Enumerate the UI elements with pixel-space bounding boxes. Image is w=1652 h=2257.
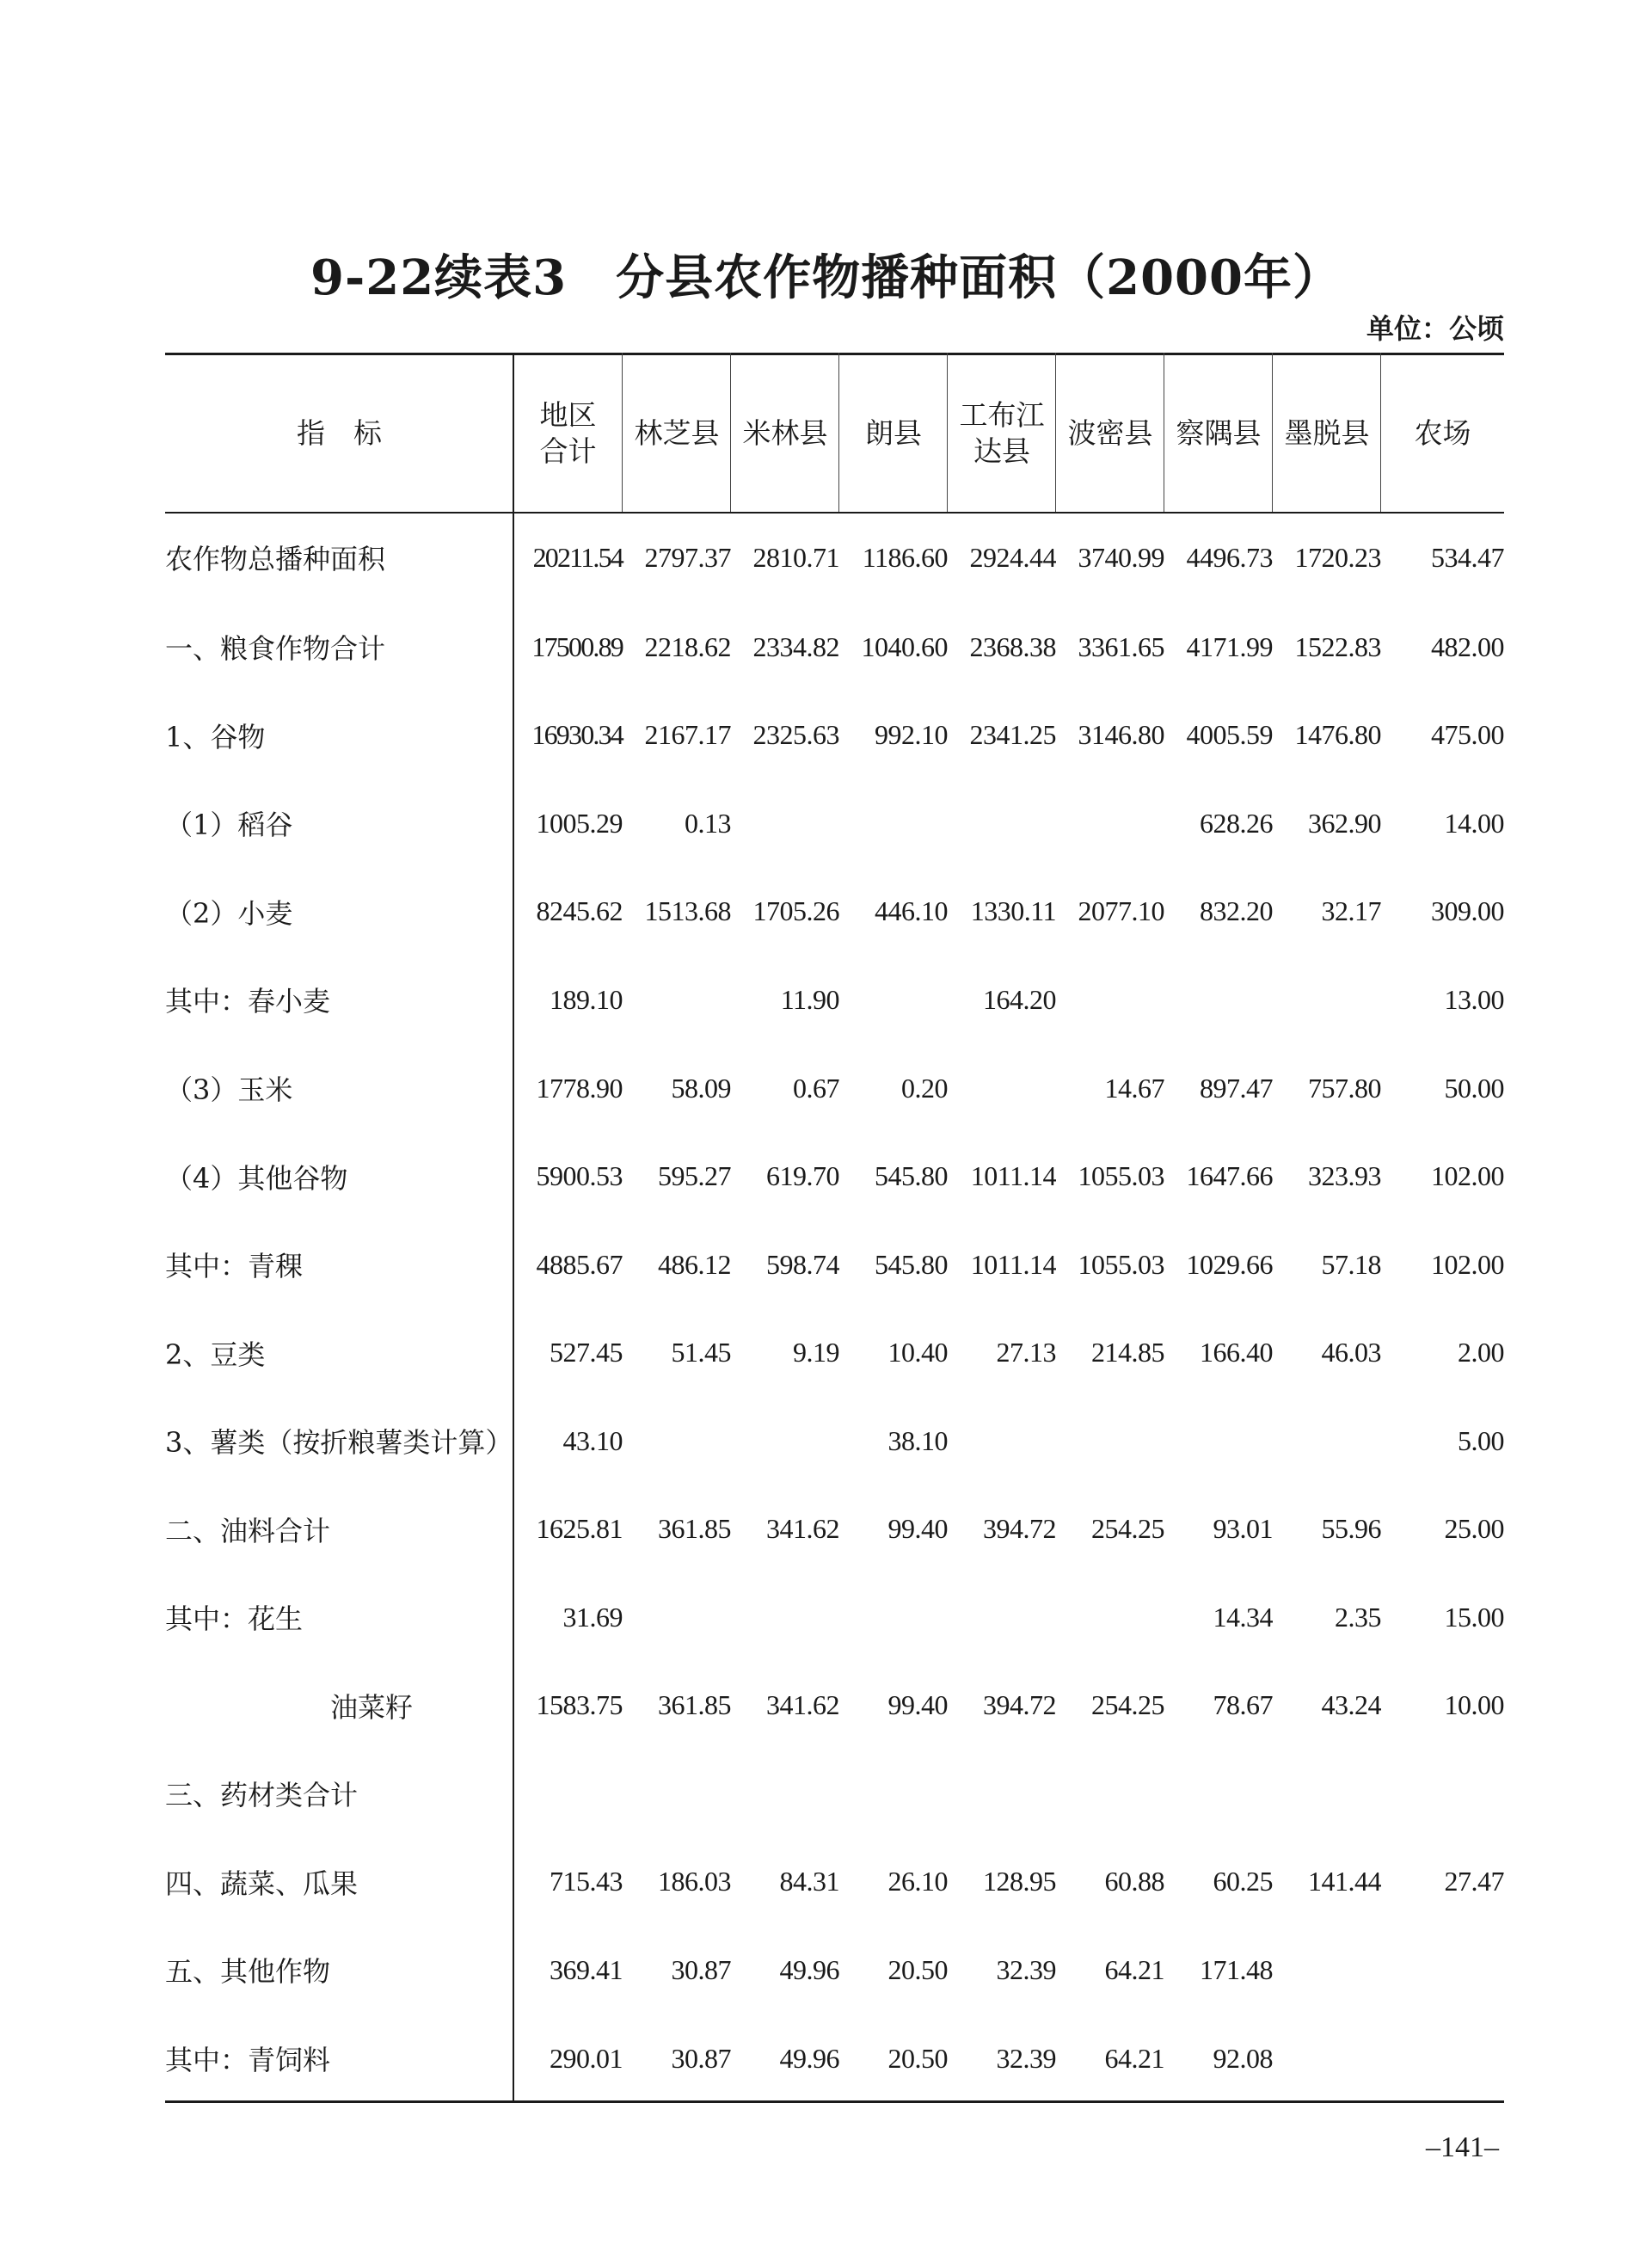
cell-value: 1476.80 xyxy=(1294,719,1381,751)
cell-value: 1583.75 xyxy=(536,1689,623,1721)
unit-label: 单位：公顷 xyxy=(1366,312,1504,345)
cell-value: 16930.34 xyxy=(531,719,623,751)
cell-value: 17500.89 xyxy=(531,630,623,662)
cell-value: 290.01 xyxy=(550,2042,623,2074)
cell-value: 57.18 xyxy=(1321,1248,1381,1280)
row-label: （4）其他谷物 xyxy=(165,1161,348,1195)
cell-value xyxy=(1164,1397,1273,1485)
cell-value xyxy=(731,779,839,868)
cell-value: 166.40 xyxy=(1200,1337,1273,1368)
cell-value: 1705.26 xyxy=(752,895,839,927)
column-header-bomi: 波密县 xyxy=(1067,415,1153,450)
cell-value: 26.10 xyxy=(887,1866,948,1897)
cell-value: 25.00 xyxy=(1444,1513,1504,1545)
row-label: 其中：春小麦 xyxy=(165,985,331,1018)
cell-value: 897.47 xyxy=(1200,1072,1273,1104)
crop-area-table xyxy=(165,354,1504,2102)
cell-value: 2924.44 xyxy=(969,541,1056,573)
cell-value xyxy=(948,1750,1056,1838)
cell-value xyxy=(948,1044,1056,1133)
table-row xyxy=(165,692,1504,780)
cell-value: 394.72 xyxy=(983,1689,1056,1721)
cell-value xyxy=(1273,1926,1381,2014)
cell-value: 49.96 xyxy=(779,1953,839,1985)
cell-value xyxy=(623,1397,731,1485)
cell-value: 323.93 xyxy=(1308,1160,1381,1192)
table-row xyxy=(165,779,1504,868)
cell-value: 475.00 xyxy=(1431,719,1504,751)
cell-value: 341.62 xyxy=(766,1689,839,1721)
cell-value: 1040.60 xyxy=(861,630,948,662)
cell-value xyxy=(839,779,948,868)
cell-value xyxy=(623,1750,731,1838)
row-label: 其中：青稞 xyxy=(165,1250,304,1283)
cell-value: 214.85 xyxy=(1091,1337,1164,1368)
cell-value: 2.35 xyxy=(1335,1601,1381,1633)
column-header-nang: 朗县 xyxy=(865,415,922,450)
row-label: 3、薯类（按折粮薯类计算） xyxy=(165,1426,513,1460)
cell-value: 30.87 xyxy=(671,1953,731,1985)
cell-value: 3146.80 xyxy=(1078,719,1164,751)
cell-value xyxy=(1273,2014,1381,2103)
cell-value: 619.70 xyxy=(766,1160,839,1192)
column-header-region-total: 地区 合计 xyxy=(539,397,597,468)
table-row xyxy=(165,603,1504,692)
cell-value: 51.45 xyxy=(671,1337,731,1368)
table-row xyxy=(165,1750,1504,1838)
cell-value xyxy=(1056,956,1164,1044)
cell-value: 4496.73 xyxy=(1186,541,1273,573)
cell-value: 99.40 xyxy=(887,1689,948,1721)
row-label: 其中：青饲料 xyxy=(165,2044,331,2077)
cell-value: 1186.60 xyxy=(862,541,948,573)
cell-value: 1011.14 xyxy=(970,1160,1056,1192)
cell-value: 14.34 xyxy=(1213,1601,1273,1633)
cell-value: 992.10 xyxy=(875,719,948,751)
table-row xyxy=(165,868,1504,956)
cell-value: 5.00 xyxy=(1458,1424,1504,1456)
cell-value: 11.90 xyxy=(780,983,839,1015)
column-header-mainling: 米林县 xyxy=(742,415,828,450)
cell-value: 2218.62 xyxy=(644,630,731,662)
cell-value xyxy=(1164,956,1273,1044)
cell-value: 43.24 xyxy=(1321,1689,1381,1721)
cell-value: 0.67 xyxy=(793,1072,839,1104)
row-label: （3）玉米 xyxy=(165,1073,293,1106)
cell-value xyxy=(1381,1750,1504,1838)
column-header-nyingchi: 林芝县 xyxy=(634,415,720,450)
cell-value: 60.88 xyxy=(1104,1866,1164,1897)
cell-value: 58.09 xyxy=(671,1072,731,1104)
cell-value xyxy=(1273,1397,1381,1485)
cell-value: 486.12 xyxy=(658,1248,731,1280)
cell-value xyxy=(513,1750,623,1838)
cell-value xyxy=(948,1573,1056,1662)
column-header-medog: 墨脱县 xyxy=(1284,415,1370,450)
cell-value: 43.10 xyxy=(562,1424,623,1456)
table-row xyxy=(165,1662,1504,1750)
cell-value: 1625.81 xyxy=(536,1513,623,1545)
cell-value: 757.80 xyxy=(1308,1072,1381,1104)
table-row xyxy=(165,2014,1504,2103)
cell-value: 0.20 xyxy=(901,1072,948,1104)
column-header-gongbo-gyamda: 工布江 达县 xyxy=(959,397,1045,468)
cell-value xyxy=(1381,1926,1504,2014)
cell-value: 2167.17 xyxy=(644,719,731,751)
cell-value: 32.39 xyxy=(996,2042,1056,2074)
table-row xyxy=(165,1397,1504,1485)
cell-value: 361.85 xyxy=(658,1513,731,1545)
row-label: 二、油料合计 xyxy=(165,1514,331,1547)
cell-value: 2810.71 xyxy=(752,541,839,573)
table-row xyxy=(165,1926,1504,2014)
row-label: 其中：花生 xyxy=(165,1602,304,1636)
row-label: 1、谷物 xyxy=(165,720,266,753)
cell-value: 309.00 xyxy=(1431,895,1504,927)
row-label: 2、豆类 xyxy=(165,1338,266,1371)
cell-value: 446.10 xyxy=(875,895,948,927)
cell-value: 362.90 xyxy=(1308,807,1381,839)
cell-value: 832.20 xyxy=(1200,895,1273,927)
cell-value: 32.39 xyxy=(996,1953,1056,1985)
cell-value: 1055.03 xyxy=(1078,1248,1164,1280)
page-number: –141– xyxy=(1426,2131,1499,2163)
cell-value: 598.74 xyxy=(766,1248,839,1280)
cell-value: 2325.63 xyxy=(752,719,839,751)
cell-value xyxy=(1056,1750,1164,1838)
cell-value: 64.21 xyxy=(1104,2042,1164,2074)
column-header-indicator: 指 标 xyxy=(297,415,382,450)
cell-value: 164.20 xyxy=(983,983,1056,1015)
cell-value: 1005.29 xyxy=(536,807,623,839)
table-row xyxy=(165,1044,1504,1133)
column-header-farm: 农场 xyxy=(1414,415,1471,450)
row-label: 三、药材类合计 xyxy=(165,1779,359,1812)
cell-value: 32.17 xyxy=(1321,895,1381,927)
row-label: 五、其他作物 xyxy=(165,1955,331,1989)
cell-value: 2341.25 xyxy=(969,719,1056,751)
row-label: 四、蔬菜、瓜果 xyxy=(165,1866,359,1900)
cell-value: 1778.90 xyxy=(536,1072,623,1104)
cell-value: 128.95 xyxy=(983,1866,1056,1897)
cell-value: 46.03 xyxy=(1321,1337,1381,1368)
cell-value: 0.13 xyxy=(685,807,731,839)
cell-value: 2334.82 xyxy=(752,630,839,662)
row-label: （2）小麦 xyxy=(165,896,293,930)
cell-value xyxy=(1056,779,1164,868)
cell-value: 628.26 xyxy=(1200,807,1273,839)
cell-value: 254.25 xyxy=(1091,1689,1164,1721)
table-row xyxy=(165,1573,1504,1662)
cell-value: 78.67 xyxy=(1213,1689,1273,1721)
cell-value xyxy=(1164,1750,1273,1838)
cell-value xyxy=(731,1750,839,1838)
table-row xyxy=(165,1132,1504,1221)
cell-value: 3361.65 xyxy=(1078,630,1164,662)
table-row xyxy=(165,1485,1504,1573)
cell-value: 84.31 xyxy=(779,1866,839,1897)
cell-value xyxy=(623,956,731,1044)
row-label: 油菜籽 xyxy=(330,1690,414,1724)
cell-value: 102.00 xyxy=(1431,1248,1504,1280)
cell-value: 64.21 xyxy=(1104,1953,1164,1985)
table-title: 9-22续表3 分县农作物播种面积（2000年） xyxy=(310,249,1342,306)
table-row xyxy=(165,512,1504,603)
cell-value: 27.47 xyxy=(1444,1866,1504,1897)
cell-value: 5900.53 xyxy=(536,1160,623,1192)
cell-value: 189.10 xyxy=(550,983,623,1015)
cell-value: 595.27 xyxy=(658,1160,731,1192)
cell-value: 10.00 xyxy=(1444,1689,1504,1721)
cell-value: 49.96 xyxy=(779,2042,839,2074)
cell-value: 1330.11 xyxy=(970,895,1056,927)
cell-value: 527.45 xyxy=(550,1337,623,1368)
cell-value: 20211.54 xyxy=(532,541,623,573)
cell-value: 14.00 xyxy=(1444,807,1504,839)
cell-value: 394.72 xyxy=(983,1513,1056,1545)
cell-value xyxy=(1273,956,1381,1044)
cell-value xyxy=(1273,1750,1381,1838)
cell-value: 93.01 xyxy=(1213,1513,1273,1545)
cell-value: 1522.83 xyxy=(1294,630,1381,662)
cell-value: 2077.10 xyxy=(1078,895,1164,927)
cell-value: 38.10 xyxy=(887,1424,948,1456)
cell-value: 1513.68 xyxy=(644,895,731,927)
cell-value xyxy=(839,956,948,1044)
cell-value xyxy=(1056,1397,1164,1485)
cell-value: 2.00 xyxy=(1458,1337,1504,1368)
cell-value: 60.25 xyxy=(1213,1866,1273,1897)
cell-value xyxy=(948,1397,1056,1485)
cell-value: 545.80 xyxy=(875,1160,948,1192)
cell-value: 8245.62 xyxy=(536,895,623,927)
row-label: 农作物总播种面积 xyxy=(165,543,386,575)
cell-value: 2797.37 xyxy=(644,541,731,573)
row-label: 一、粮食作物合计 xyxy=(165,632,386,666)
cell-value: 545.80 xyxy=(875,1248,948,1280)
cell-value: 1647.66 xyxy=(1186,1160,1273,1192)
cell-value: 141.44 xyxy=(1308,1866,1381,1897)
cell-value: 102.00 xyxy=(1431,1160,1504,1192)
cell-value xyxy=(839,1750,948,1838)
cell-value xyxy=(1056,1573,1164,1662)
column-header-zayu: 察隅县 xyxy=(1176,415,1262,450)
cell-value: 4885.67 xyxy=(536,1248,623,1280)
cell-value: 361.85 xyxy=(658,1689,731,1721)
table-row xyxy=(165,1838,1504,1927)
cell-value: 1055.03 xyxy=(1078,1160,1164,1192)
cell-value: 1029.66 xyxy=(1186,1248,1273,1280)
row-label: （1）稻谷 xyxy=(165,809,293,842)
cell-value: 99.40 xyxy=(887,1513,948,1545)
cell-value: 4171.99 xyxy=(1186,630,1273,662)
cell-value: 254.25 xyxy=(1091,1513,1164,1545)
cell-value: 20.50 xyxy=(887,1953,948,1985)
cell-value: 92.08 xyxy=(1213,2042,1273,2074)
cell-value xyxy=(1381,2014,1504,2103)
cell-value: 1720.23 xyxy=(1294,541,1381,573)
cell-value: 715.43 xyxy=(550,1866,623,1897)
cell-value xyxy=(839,1573,948,1662)
cell-value: 10.40 xyxy=(887,1337,948,1368)
cell-value: 341.62 xyxy=(766,1513,839,1545)
table-body xyxy=(165,512,1504,2102)
cell-value: 30.87 xyxy=(671,2042,731,2074)
table-row xyxy=(165,1308,1504,1397)
cell-value: 4005.59 xyxy=(1186,719,1273,751)
header-row xyxy=(165,354,1504,512)
cell-value: 55.96 xyxy=(1321,1513,1381,1545)
cell-value xyxy=(623,1573,731,1662)
cell-value: 1011.14 xyxy=(970,1248,1056,1280)
table-row xyxy=(165,1221,1504,1309)
cell-value: 171.48 xyxy=(1200,1953,1273,1985)
cell-value: 9.19 xyxy=(793,1337,839,1368)
cell-value: 20.50 xyxy=(887,2042,948,2074)
cell-value: 2368.38 xyxy=(969,630,1056,662)
cell-value xyxy=(731,1397,839,1485)
cell-value: 31.69 xyxy=(562,1601,623,1633)
cell-value: 482.00 xyxy=(1431,630,1504,662)
cell-value: 534.47 xyxy=(1431,541,1504,573)
cell-value: 13.00 xyxy=(1444,983,1504,1015)
cell-value: 369.41 xyxy=(550,1953,623,1985)
cell-value: 3740.99 xyxy=(1078,541,1164,573)
cell-value xyxy=(948,779,1056,868)
table-row xyxy=(165,956,1504,1044)
cell-value xyxy=(731,1573,839,1662)
cell-value: 14.67 xyxy=(1104,1072,1164,1104)
cell-value: 50.00 xyxy=(1444,1072,1504,1104)
cell-value: 27.13 xyxy=(996,1337,1056,1368)
cell-value: 186.03 xyxy=(658,1866,731,1897)
cell-value: 15.00 xyxy=(1444,1601,1504,1633)
